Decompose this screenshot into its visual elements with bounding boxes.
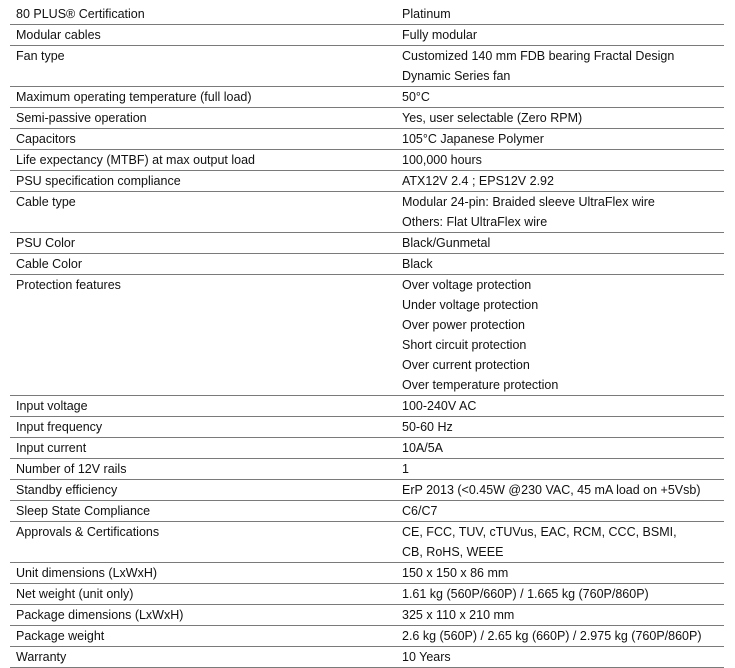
spec-value-line: ErP 2013 (<0.45W @230 VAC, 45 mA load on +5Vsb) (402, 483, 701, 497)
spec-value-line: 100-240V AC (402, 399, 477, 413)
spec-value (396, 563, 724, 584)
spec-value-line: Over power protection (402, 318, 525, 332)
spec-value (396, 171, 724, 192)
spec-value (396, 647, 724, 668)
spec-row (10, 480, 724, 501)
spec-label-text: Package dimensions (LxWxH) (16, 608, 184, 622)
spec-label (10, 417, 396, 438)
spec-label-text: Maximum operating temperature (full load) (16, 90, 252, 104)
spec-row (10, 25, 724, 46)
spec-label (10, 46, 396, 87)
spec-value (396, 501, 724, 522)
spec-label-text: Package weight (16, 629, 105, 643)
spec-value-line: 10A/5A (402, 441, 444, 455)
spec-value-line: Fully modular (402, 28, 478, 42)
spec-label-text: Approvals & Certifications (16, 525, 160, 539)
spec-value (396, 129, 724, 150)
spec-value (396, 46, 724, 87)
spec-row (10, 108, 724, 129)
spec-label-text: Protection features (16, 278, 121, 292)
spec-value (396, 87, 724, 108)
spec-label (10, 584, 396, 605)
spec-value-line: 100,000 hours (402, 153, 482, 167)
spec-value-line: C6/C7 (402, 504, 438, 518)
spec-label-text: Sleep State Compliance (16, 504, 151, 518)
spec-label-text: Cable Color (16, 257, 83, 271)
spec-label-text: PSU specification compliance (16, 174, 181, 188)
spec-value-line: Yes, user selectable (Zero RPM) (402, 111, 583, 125)
spec-value-line: Platinum (402, 7, 451, 21)
spec-value (396, 192, 724, 233)
spec-label (10, 480, 396, 501)
spec-row (10, 522, 724, 563)
spec-row (10, 647, 724, 668)
spec-value (396, 396, 724, 417)
spec-row (10, 459, 724, 480)
spec-label-text: Semi-passive operation (16, 111, 147, 125)
spec-value (396, 4, 724, 25)
spec-value (396, 254, 724, 275)
spec-label (10, 4, 396, 25)
spec-value (396, 417, 724, 438)
spec-label-text: Unit dimensions (LxWxH) (16, 566, 158, 580)
spec-label (10, 522, 396, 563)
spec-value-line: 50°C (402, 90, 430, 104)
spec-label (10, 192, 396, 233)
spec-value-line: ATX12V 2.4 ; EPS12V 2.92 (402, 174, 554, 188)
spec-table-body (10, 4, 724, 668)
spec-value-line: Black/Gunmetal (402, 236, 491, 250)
spec-label-text: Number of 12V rails (16, 462, 127, 476)
spec-label (10, 150, 396, 171)
spec-label-text: Input voltage (16, 399, 88, 413)
spec-value (396, 584, 724, 605)
spec-value (396, 150, 724, 171)
spec-row (10, 192, 724, 233)
spec-value-line: 1 (402, 462, 409, 476)
spec-row (10, 4, 724, 25)
spec-label (10, 459, 396, 480)
spec-value (396, 459, 724, 480)
spec-value-line: Dynamic Series fan (402, 69, 511, 83)
spec-label-text: Capacitors (16, 132, 76, 146)
spec-value (396, 605, 724, 626)
spec-value (396, 108, 724, 129)
spec-value-line: 2.6 kg (560P) / 2.65 kg (660P) / 2.975 kg (760P/860P) (402, 629, 702, 643)
spec-row (10, 584, 724, 605)
spec-label (10, 171, 396, 192)
spec-label-text: Warranty (16, 650, 67, 664)
spec-value-line: Modular 24-pin: Braided sleeve UltraFlex wire (402, 195, 655, 209)
spec-value (396, 233, 724, 254)
spec-label (10, 647, 396, 668)
spec-label (10, 626, 396, 647)
spec-value (396, 275, 724, 396)
spec-value-line: Over current protection (402, 358, 530, 372)
spec-label-text: Cable type (16, 195, 76, 209)
spec-row (10, 605, 724, 626)
spec-value-line: 1.61 kg (560P/660P) / 1.665 kg (760P/860P) (402, 587, 649, 601)
spec-row (10, 150, 724, 171)
spec-value-line: Black (402, 257, 433, 271)
spec-value-line: Over voltage protection (402, 278, 532, 292)
spec-value-line: 150 x 150 x 86 mm (402, 566, 509, 580)
spec-label-text: Input frequency (16, 420, 103, 434)
spec-row (10, 46, 724, 87)
spec-row (10, 171, 724, 192)
spec-value-line: 50-60 Hz (402, 420, 453, 434)
spec-value (396, 25, 724, 46)
spec-row (10, 563, 724, 584)
spec-label (10, 254, 396, 275)
spec-label (10, 275, 396, 396)
spec-row (10, 275, 724, 396)
spec-row (10, 438, 724, 459)
spec-label-text: PSU Color (16, 236, 76, 250)
spec-label (10, 87, 396, 108)
spec-value-line: Under voltage protection (402, 298, 539, 312)
spec-label-text: 80 PLUS® Certification (16, 7, 145, 21)
spec-row (10, 254, 724, 275)
spec-value (396, 522, 724, 563)
spec-row (10, 417, 724, 438)
spec-row (10, 626, 724, 647)
spec-value-line: CE, FCC, TUV, cTUVus, EAC, RCM, CCC, BSMI, (402, 525, 677, 539)
spec-table (10, 4, 724, 668)
spec-value-line: Customized 140 mm FDB bearing Fractal Design (402, 49, 675, 63)
spec-label (10, 501, 396, 522)
spec-value-line: 325 x 110 x 210 mm (402, 608, 515, 622)
spec-value (396, 480, 724, 501)
spec-label-text: Life expectancy (MTBF) at max output load (16, 153, 255, 167)
spec-label (10, 129, 396, 150)
spec-label (10, 25, 396, 46)
spec-label (10, 438, 396, 459)
spec-label-text: Net weight (unit only) (16, 587, 134, 601)
spec-value-line: Short circuit protection (402, 338, 527, 352)
spec-value (396, 438, 724, 459)
spec-label (10, 396, 396, 417)
spec-value-line: 10 Years (402, 650, 451, 664)
spec-label (10, 563, 396, 584)
spec-label-text: Fan type (16, 49, 65, 63)
spec-label (10, 108, 396, 129)
spec-row (10, 129, 724, 150)
spec-row (10, 233, 724, 254)
spec-label-text: Modular cables (16, 28, 101, 42)
spec-row (10, 396, 724, 417)
spec-value-line: CB, RoHS, WEEE (402, 545, 504, 559)
spec-value-line: Over temperature protection (402, 378, 559, 392)
spec-label-text: Input current (16, 441, 87, 455)
spec-value (396, 626, 724, 647)
spec-label-text: Standby efficiency (16, 483, 118, 497)
spec-label (10, 605, 396, 626)
spec-value-line: 105°C Japanese Polymer (402, 132, 544, 146)
spec-label (10, 233, 396, 254)
spec-value-line: Others: Flat UltraFlex wire (402, 215, 548, 229)
spec-row (10, 87, 724, 108)
spec-row (10, 501, 724, 522)
